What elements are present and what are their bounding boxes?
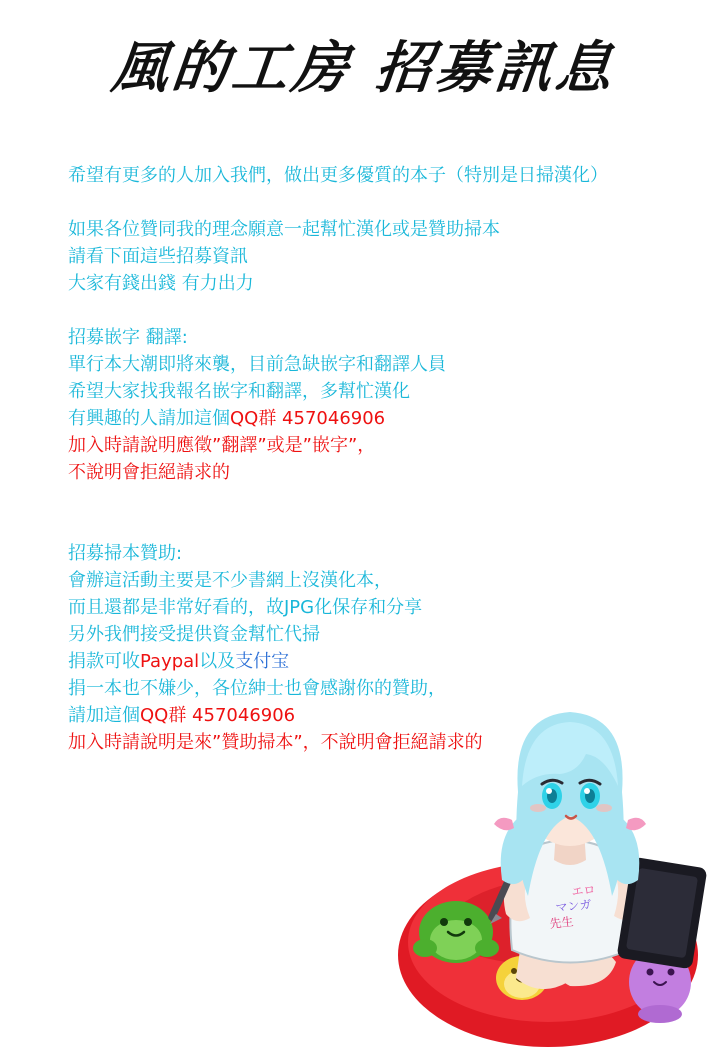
spacer	[68, 513, 708, 540]
section-heading-recruit-sponsor: 招募掃本贊助:	[68, 543, 183, 564]
text-line: 如果各位贊同我的理念願意一起幫忙漢化或是贊助掃本	[68, 219, 500, 240]
spacer	[68, 486, 708, 513]
section-heading-recruit-typeset: 招募嵌字 翻譯:	[68, 327, 188, 348]
text-line: 單行本大潮即將來襲，目前急缺嵌字和翻譯人員	[68, 354, 446, 375]
text-line: 希望大家找我報名嵌字和翻譯，多幫忙漢化	[68, 381, 410, 402]
text-segment: 以及	[199, 651, 236, 672]
text-line: 而且還都是非常好看的，故JPG化保存和分享	[68, 597, 423, 618]
qq-group-number: QQ群 457046906	[140, 705, 296, 726]
svg-text:マンガ: マンガ	[554, 897, 593, 915]
text-line-warning: 不說明會拒絕請求的	[68, 462, 230, 483]
page-title: 風的工房 招募訊息	[108, 36, 619, 101]
text-line: 另外我們接受提供資金幫忙代掃	[68, 624, 320, 645]
svg-text:エロ: エロ	[570, 882, 597, 899]
illustration-girl-on-beanbag	[370, 700, 727, 1050]
text-line: 請看下面這些招募資訊	[68, 246, 248, 267]
body-text	[68, 162, 708, 756]
text-line-warning: 加入時請說明應徵”翻譯”或是”嵌字”，	[68, 435, 376, 456]
spacer	[68, 297, 708, 324]
spacer	[68, 189, 708, 216]
page-title-wrap	[0, 36, 727, 101]
text-segment: 請加這個	[68, 705, 140, 726]
text-line-qq-typeset	[68, 405, 708, 432]
text-line: 大家有錢出錢 有力出力	[68, 273, 254, 294]
text-segment: 有興趣的人請加這個	[68, 408, 230, 429]
text-line-payment	[68, 648, 708, 675]
payment-alipay: 支付宝	[235, 651, 290, 672]
text-line: 會辦這活動主要是不少書網上沒漢化本，	[68, 570, 392, 591]
ribbon-right	[626, 818, 646, 831]
illustration-svg	[370, 700, 727, 1050]
text-line-warning: 加入時請說明是來”贊助掃本”，不說明會拒絕請求的	[68, 732, 483, 753]
svg-text:先生: 先生	[548, 914, 575, 931]
text-line: 希望有更多的人加入我們，做出更多優質的本子（特別是日掃漢化）	[68, 165, 608, 186]
text-line: 捐一本也不嫌少，各位紳士也會感謝你的贊助，	[68, 678, 446, 699]
text-segment: 捐款可收	[68, 651, 140, 672]
qq-group-number: QQ群 457046906	[230, 408, 386, 429]
payment-paypal: Paypal	[140, 651, 200, 672]
ribbon-left	[494, 818, 514, 831]
